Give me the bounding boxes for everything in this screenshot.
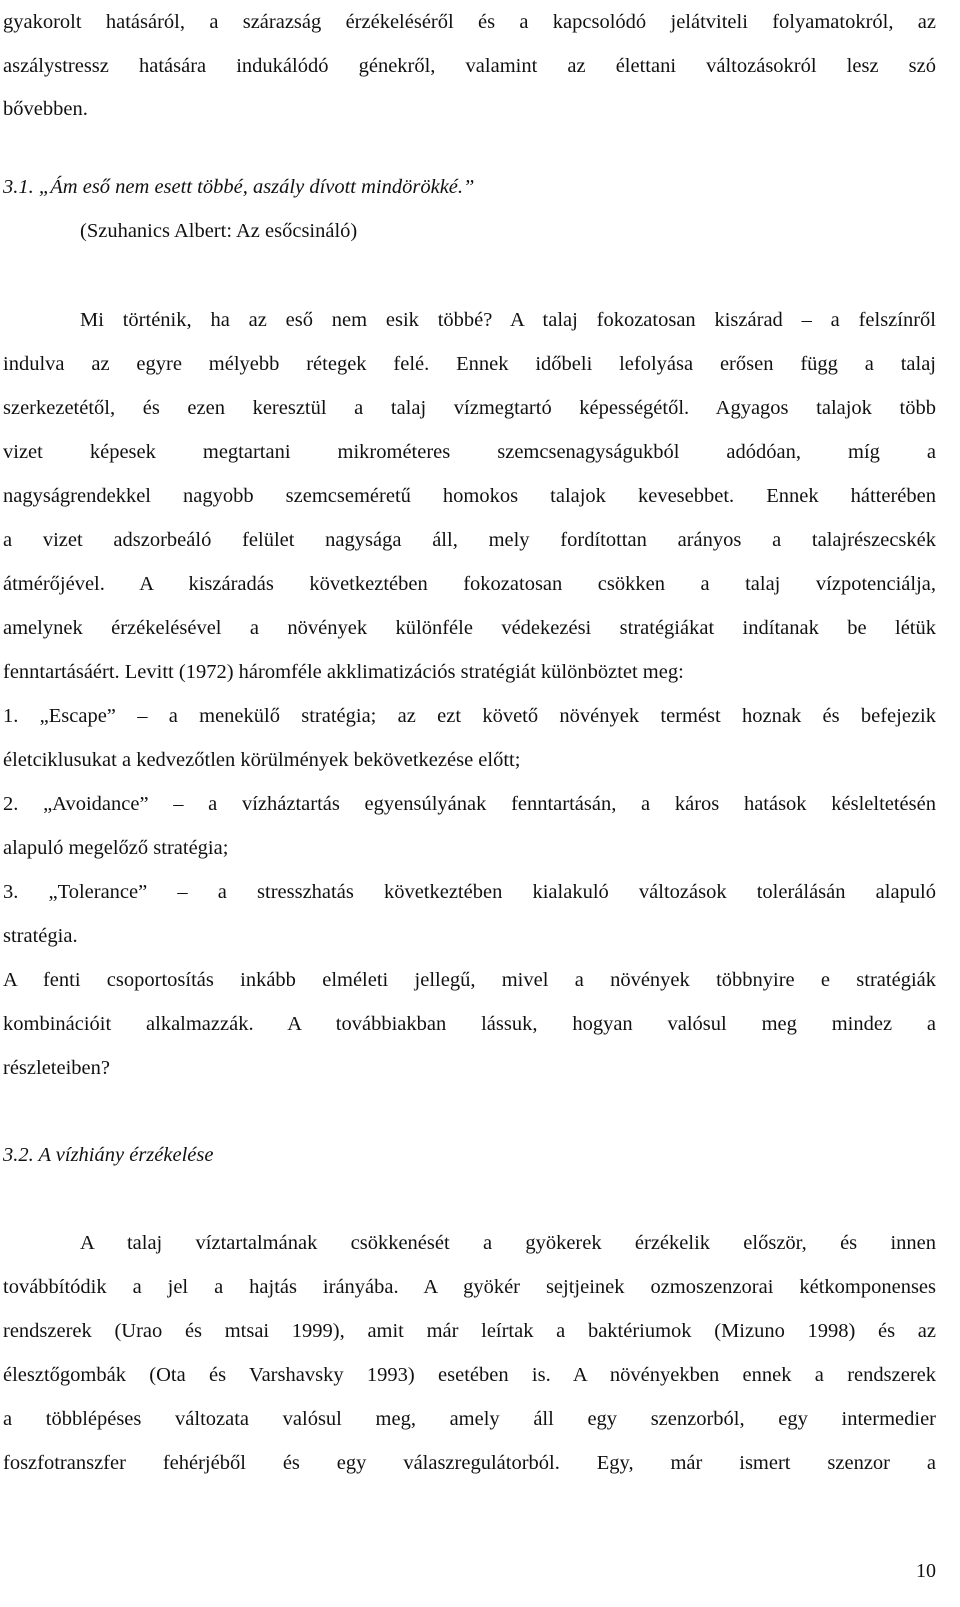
text-line: rendszerek (Urao és mtsai 1999), amit már leírtak a baktériumok (Mizuno 1998) és az (3, 1320, 936, 1342)
text-line: bővebben. (3, 98, 88, 120)
text-line: részleteiben? (3, 1057, 110, 1079)
text-line: életciklusukat a kedvezőtlen körülmények bekövetkezése előtt; (3, 749, 521, 771)
text-line: a többlépéses változata valósul meg, amely áll egy szenzorból, egy intermedier (3, 1408, 936, 1430)
quote-attribution: (Szuhanics Albert: Az esőcsináló) (80, 220, 358, 242)
list-item-3: 3. „Tolerance” – a stresszhatás következtében kialakuló változások tolerálásán alapuló (3, 881, 936, 903)
text-line: A fenti csoportosítás inkább elméleti jellegű, mivel a növények többnyire e stratégiák (3, 969, 936, 991)
text-line: A talaj víztartalmának csökkenését a gyökerek érzékelik először, és innen (80, 1232, 936, 1254)
text-line: foszfotranszfer fehérjéből és egy válaszregulátorból. Egy, már ismert szenzor a (3, 1452, 936, 1474)
text-line: alapuló megelőző stratégia; (3, 837, 229, 859)
list-item-2: 2. „Avoidance” – a vízháztartás egyensúlyának fenntartásán, a káros hatások késleltetésén (3, 793, 936, 815)
text-line: amelynek érzékelésével a növények különféle védekezési stratégiákat indítanak be létük (3, 617, 936, 639)
text-line: továbbítódik a jel a hajtás irányába. A gyökér sejtjeinek ozmoszenzorai kétkomponenses (3, 1276, 936, 1298)
section-heading-3-2: 3.2. A vízhiány érzékelése (3, 1144, 214, 1166)
text-line: kombinációit alkalmazzák. A továbbiakban lássuk, hogyan valósul meg mindez a (3, 1013, 936, 1035)
text-line: aszálystressz hatására indukálódó génekről, valamint az élettani változásokról lesz szó (3, 55, 936, 77)
list-item-1: 1. „Escape” – a menekülő stratégia; az ezt követő növények termést hoznak és befejezik (3, 705, 936, 727)
text-line: Mi történik, ha az eső nem esik többé? A talaj fokozatosan kiszárad – a felszínről (80, 309, 936, 331)
text-line: nagyságrendekkel nagyobb szemcseméretű homokos talajok kevesebbet. Ennek hátterében (3, 485, 936, 507)
text-line: szerkezetétől, és ezen keresztül a talaj vízmegtartó képességétől. Agyagos talajok több (3, 397, 936, 419)
text-line: a vizet adszorbeáló felület nagysága áll, mely fordítottan arányos a talajrészecskék (3, 529, 936, 551)
text-line: vizet képesek megtartani mikrométeres szemcsenagyságukból adódóan, míg a (3, 441, 936, 463)
text-line: fenntartásáért. Levitt (1972) háromféle akklimatizációs stratégiát különböztet meg: (3, 661, 684, 683)
page-number: 10 (916, 1560, 936, 1582)
text-line: stratégia. (3, 925, 78, 947)
text-line: élesztőgombák (Ota és Varshavsky 1993) esetében is. A növényekben ennek a rendszerek (3, 1364, 936, 1386)
text-line: átmérőjével. A kiszáradás következtében fokozatosan csökken a talaj vízpotenciálja, (3, 573, 936, 595)
section-heading-3-1: 3.1. „Ám eső nem esett többé, aszály dívott mindörökké.” (3, 176, 475, 198)
text-line: gyakorolt hatásáról, a szárazság érzékeléséről és a kapcsolódó jelátviteli folyamatokról, az (3, 11, 936, 33)
text-line: indulva az egyre mélyebb rétegek felé. Ennek időbeli lefolyása erősen függ a talaj (3, 353, 936, 375)
